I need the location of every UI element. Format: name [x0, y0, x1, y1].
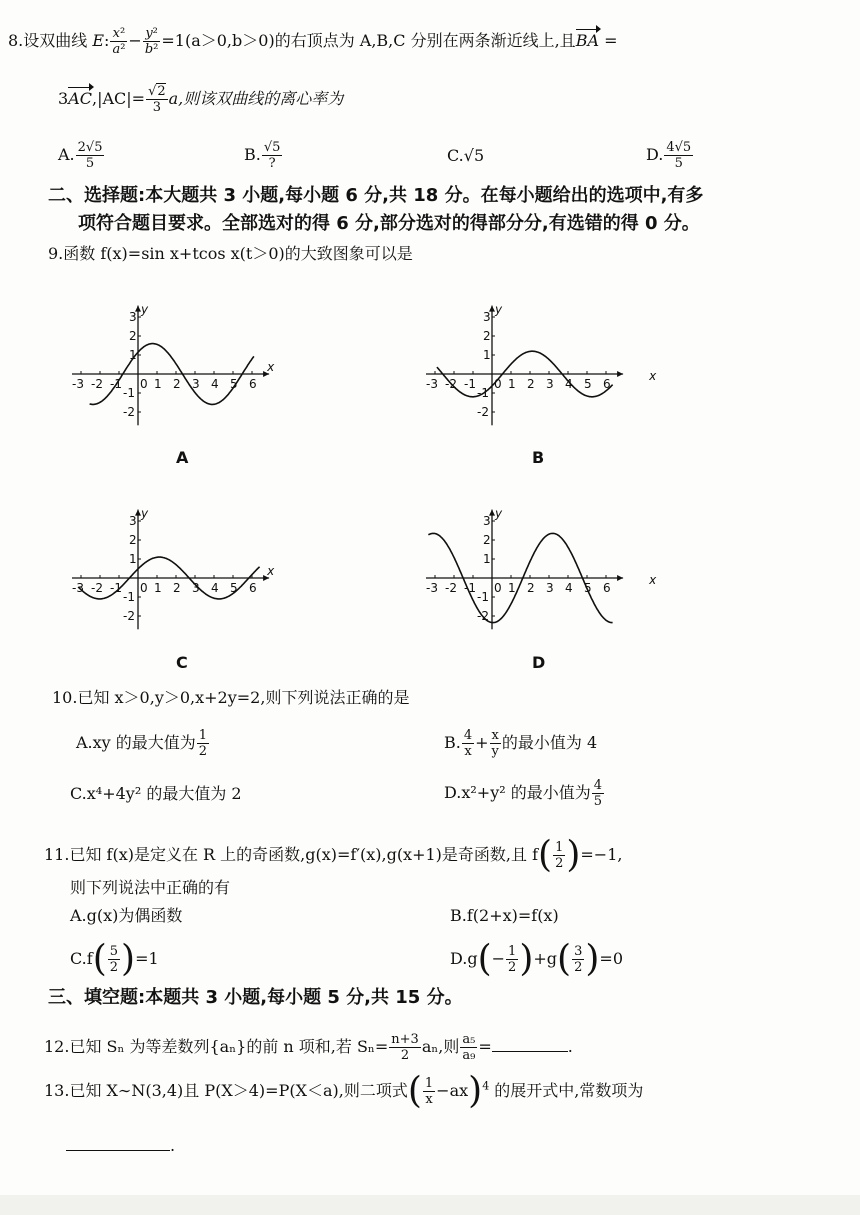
vector-ba: BA	[575, 31, 599, 50]
x-tick-label: -2	[91, 581, 103, 595]
q8-option-c: C.√5	[447, 146, 485, 165]
y-tick-label: -1	[123, 386, 135, 400]
x-tick-label: 0	[494, 377, 502, 391]
y-tick-label: -1	[477, 590, 489, 604]
q8-option-a: A. $\frac{2√5}{5}$	[58, 140, 103, 171]
y-tick-label: 3	[129, 514, 137, 528]
q11-option-a: A.g(x)为偶函数	[70, 906, 183, 925]
q13-answer-line: .	[66, 1136, 175, 1156]
x-tick-label: -1	[110, 581, 122, 595]
x-tick-label: 0	[494, 581, 502, 595]
x-tick-label: 4	[211, 377, 219, 391]
x-tick-label: 1	[508, 377, 516, 391]
x-tick-label: -3	[426, 377, 438, 391]
x-tick-label: -3	[426, 581, 438, 595]
x-tick-label: 3	[192, 581, 200, 595]
y-tick-label: -2	[123, 405, 135, 419]
q11-option-c: C.f( $\frac{5}{2}$ )=1	[70, 938, 159, 980]
x-tick-label: 2	[173, 581, 181, 595]
q11-stem-line2: 则下列说法中正确的有	[70, 878, 231, 897]
graph-d	[426, 476, 676, 646]
y-axis-label: y	[495, 302, 503, 317]
q10-option-c: C.x⁴+4y² 的最大值为 2	[70, 784, 242, 803]
x-tick-label: 5	[584, 377, 592, 391]
y-tick-label: -2	[477, 609, 489, 623]
q10-option-a: A.xy 的最大值为 $\frac{1}{2}$	[76, 728, 208, 759]
q10-option-b: B. $\frac{4}{x}$ + $\frac{x}{y}$ 的最小值为 4	[444, 728, 598, 759]
x-tick-label: 6	[249, 377, 257, 391]
x-tick-label: 3	[546, 377, 554, 391]
x-tick-label: -2	[445, 377, 457, 391]
x-tick-label: 0	[140, 377, 148, 391]
x-tick-label: 4	[211, 581, 219, 595]
q10-option-d: D.x²+y² 的最小值为 $\frac{4}{5}$	[444, 778, 603, 809]
x-tick-label: 5	[230, 581, 238, 595]
section2-heading-line2: 项符合题目要求。全部选对的得 6 分,部分选对的得部分分,有选错的得 0 分。	[78, 213, 700, 234]
graph-label-b: B	[532, 448, 545, 467]
q11-option-b: B.f(2+x)=f(x)	[450, 906, 559, 925]
x-tick-label: 6	[249, 581, 257, 595]
x-tick-label: 5	[584, 581, 592, 595]
page-footer-band	[0, 1195, 860, 1215]
q8-line1: 8.设双曲线 E: $\frac{\text{x²}}{\text{a²}}$ − $\frac{\text{y²}}{\text{b²}}$ =1(a＞0,b＞0)的右顶点为 A,B,C 分别在两条渐近线上,且BA =	[8, 26, 618, 57]
x-tick-label: -2	[445, 581, 457, 595]
x-tick-label: 4	[565, 377, 573, 391]
graph-a	[72, 272, 292, 442]
x-tick-label: -1	[464, 581, 476, 595]
x-axis-arrow-icon	[617, 575, 623, 581]
q8-frac-y2b2: $\frac{\text{y²}}{\text{b²}}$	[144, 26, 159, 57]
y-tick-label: -2	[477, 405, 489, 419]
graph-label-c: C	[176, 653, 188, 672]
q9-stem: 9.函数 f(x)=sin x+tcos x(t＞0)的大致图象可以是	[48, 244, 413, 263]
q11-option-d: D.g(− $\frac{1}{2}$ )+g( $\frac{3}{2}$ )=0	[450, 938, 623, 980]
q8-option-d: D. $\frac{4√5}{5}$	[646, 140, 692, 171]
x-tick-label: 1	[154, 581, 162, 595]
x-axis-label: x	[649, 369, 657, 383]
q8-frac-x2a2: $\frac{\text{x²}}{\text{a²}}$	[112, 26, 126, 57]
x-axis-label: x	[649, 573, 657, 587]
y-axis-label: y	[141, 506, 149, 521]
graph-c	[72, 476, 292, 646]
q12-stem: 12.已知 Sₙ 为等差数列{aₙ}的前 n 项和,若 Sₙ= $\frac{n+3}{2}$ aₙ,则 $\frac{\text{a₅}}{\text{a₉}}$ = .	[44, 1032, 573, 1063]
q13-stem: 13.已知 X∼N(3,4)且 P(X＞4)=P(X＜a),则二项式( $\frac{1}{x}$ −ax)$^4$ 的展开式中,常数项为	[44, 1070, 644, 1112]
x-axis-arrow-icon	[617, 371, 623, 377]
graph-b	[426, 272, 676, 442]
x-axis-label: x	[267, 360, 275, 374]
y-tick-label: 2	[129, 533, 137, 547]
section3-heading: 三、填空题:本题共 3 小题,每小题 5 分,共 15 分。	[48, 987, 463, 1008]
q8-option-b: B. √5 ?	[244, 140, 281, 171]
y-tick-label: 1	[483, 552, 491, 566]
y-tick-label: 3	[129, 310, 137, 324]
q12-answer-blank[interactable]	[492, 1051, 568, 1052]
x-tick-label: 0	[140, 581, 148, 595]
x-tick-label: -1	[464, 377, 476, 391]
x-tick-label: -3	[72, 377, 84, 391]
q13-answer-blank[interactable]	[66, 1150, 170, 1151]
y-tick-label: -1	[477, 386, 489, 400]
y-tick-label: -2	[123, 609, 135, 623]
q10-stem: 10.已知 x＞0,y＞0,x+2y=2,则下列说法正确的是	[52, 688, 410, 707]
x-tick-label: 6	[603, 581, 611, 595]
y-tick-label: 2	[483, 329, 491, 343]
graph-label-d: D	[532, 653, 546, 672]
x-tick-label: 2	[527, 581, 535, 595]
y-axis-label: y	[141, 302, 149, 317]
q8-line2: 3AC,|AC|= $\frac{√2}{3}$ a,则该双曲线的离心率为	[58, 84, 344, 115]
x-tick-label: 2	[173, 377, 181, 391]
q8-frac-sqrt2-3: $\frac{√2}{3}$	[148, 84, 166, 115]
y-axis-label: y	[495, 506, 503, 521]
x-axis-label: x	[267, 564, 275, 578]
x-tick-label: 3	[192, 377, 200, 391]
y-tick-label: 1	[483, 348, 491, 362]
x-tick-label: 1	[508, 581, 516, 595]
y-tick-label: 3	[483, 514, 491, 528]
q11-stem-line1: 11.已知 f(x)是定义在 R 上的奇函数,g(x)=f′(x),g(x+1)是奇函数,且 f( $\frac{1}{2}$ )=−1,	[44, 834, 623, 876]
q8-number: 8.	[8, 31, 24, 50]
x-tick-label: 4	[565, 581, 573, 595]
x-tick-label: 5	[230, 377, 238, 391]
x-tick-label: -1	[110, 377, 122, 391]
y-tick-label: 2	[129, 329, 137, 343]
graph-label-a: A	[176, 448, 189, 467]
y-tick-label: 1	[129, 552, 137, 566]
x-tick-label: -2	[91, 377, 103, 391]
x-tick-label: 2	[527, 377, 535, 391]
x-tick-label: 1	[154, 377, 162, 391]
section2-heading-line1: 二、选择题:本大题共 3 小题,每小题 6 分,共 18 分。在每小题给出的选项中,有多	[48, 185, 704, 206]
y-tick-label: 3	[483, 310, 491, 324]
y-tick-label: 2	[483, 533, 491, 547]
y-tick-label: 1	[129, 348, 137, 362]
x-tick-label: 6	[603, 377, 611, 391]
y-tick-label: -1	[123, 590, 135, 604]
x-tick-label: -3	[72, 581, 84, 595]
x-tick-label: 3	[546, 581, 554, 595]
vector-ac: AC	[68, 89, 92, 108]
